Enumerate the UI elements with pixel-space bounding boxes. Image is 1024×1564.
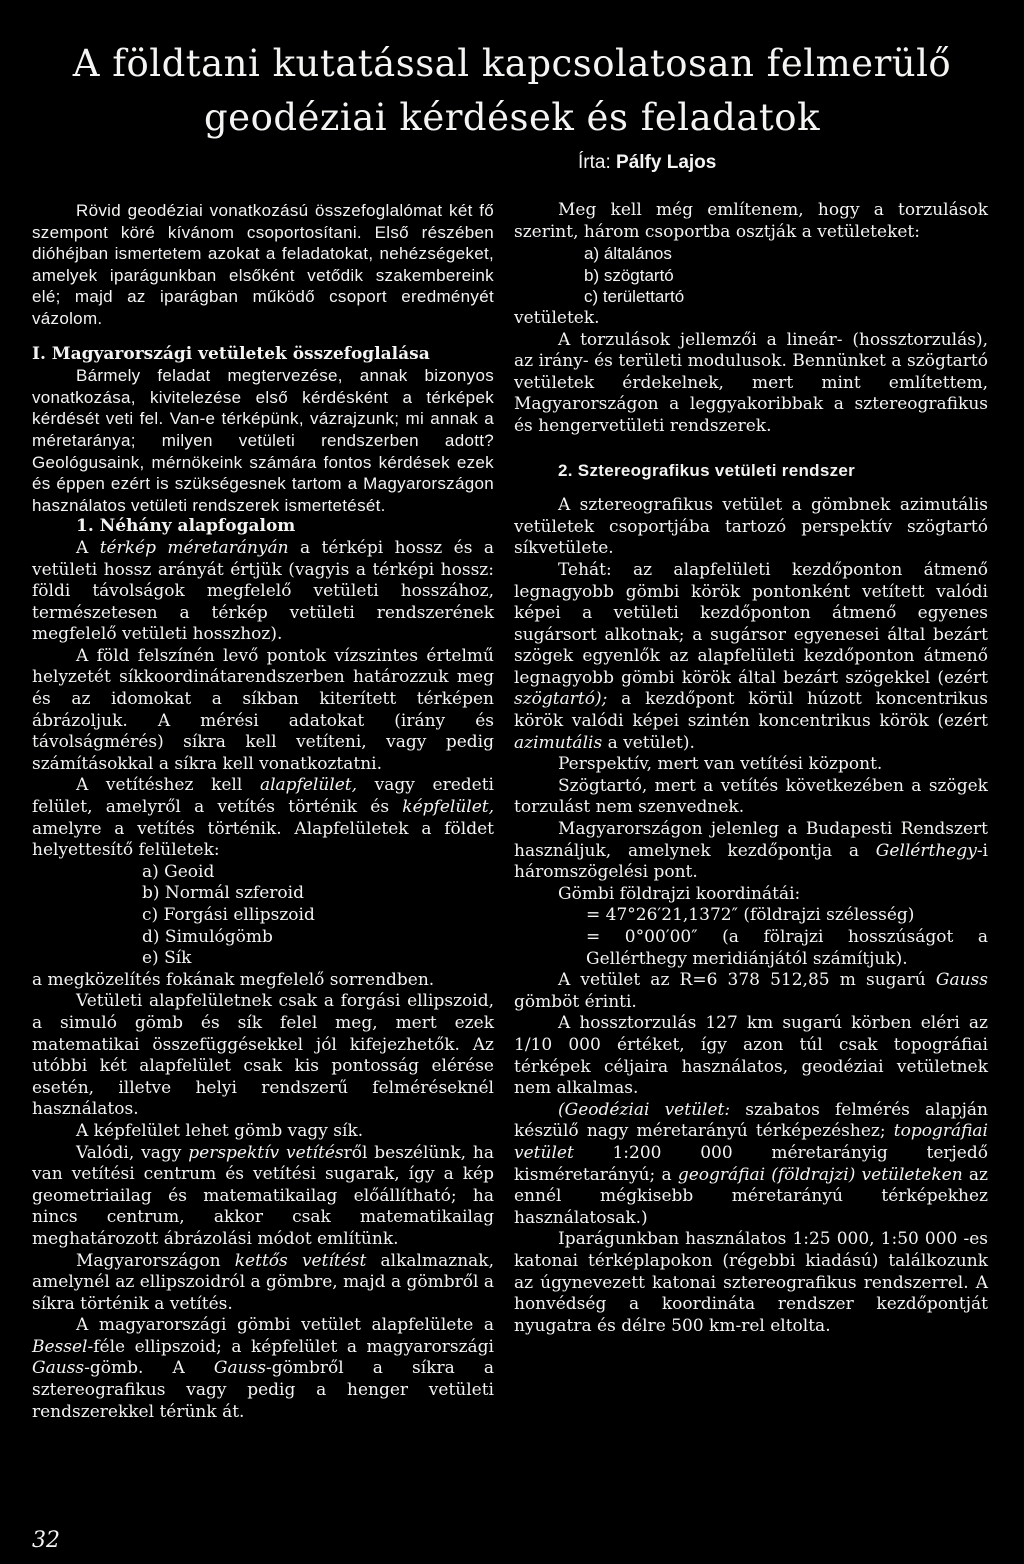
list-item: a) Geoid bbox=[142, 861, 215, 882]
subsection-1-heading: 1. Néhány alapfogalom bbox=[76, 516, 296, 537]
list-item: d) Simulógömb bbox=[142, 926, 273, 947]
right-column bbox=[514, 200, 988, 1337]
paragraph-distortion-groups: Meg kell még említenem, hogy a torzulások szerint, három csoportba osztják a vetületeket: bbox=[514, 200, 988, 242]
author-prefix: Írta: bbox=[578, 152, 617, 173]
paragraph-gauss-sphere: A magyarországi gömbi vetület alapfelülete a Bessel-féle ellipszoid; a képfelület a magyarországi Gauss-gömb. A Gauss-gömbről a síkra a sztereografikus vagy pedig a henger vetületi rendszerekkel térünk át. bbox=[32, 1315, 494, 1422]
paragraph-image-surface: A képfelület lehet gömb vagy sík. bbox=[76, 1120, 364, 1141]
list-item: c) Forgási ellipszoid bbox=[142, 905, 315, 925]
list-item: b) Normál szferoid bbox=[142, 883, 304, 904]
author-name: Pálfy Lajos bbox=[616, 152, 717, 173]
paragraph-distortion-features: A torzulások jellemzői a lineár- (hossztorzulás), az irány- és területi modulusok. Bennünket a szögtartó vetületek érdekelnek, mert mint említettem, Magyarországon a leggyakoribbak a sztereografikus és hengervetületi rendszerek. bbox=[514, 329, 988, 436]
intro-paragraph: Rövid geodéziai vonatkozású összefoglalómat két fő szempont köré kívánom csoportosítani. Első részében dióhéjban ismertetem azokat a feladatokat, nehézségeket, amelyek iparágunkban elsőként vetődik szakembereink elé; majd az iparágban működő csoport eredményét vázolom. bbox=[32, 201, 494, 328]
paragraph-perspective-reason: Perspektív, mert van vetítési központ. bbox=[558, 754, 883, 775]
paragraph-coordinates-label: Gömbi földrajzi koordinátái: bbox=[558, 883, 801, 904]
paragraph-conformal-reason: Szögtartó, mert a vetítés következében a szögek torzulást nem szenvednek. bbox=[514, 775, 988, 818]
paragraph-coordinates: A föld felszínén levő pontok vízszintes értelmű helyzetét síkkoordinátarendszerben határozzuk meg és az idomokat a síkban kiterített térképen ábrázoljuk. A mérési adatokat (irány és távolságmérés) síkra kell vetíteni, vagy pedig számításokkal a síkra kell vonatkoztatni. bbox=[32, 645, 494, 774]
paragraph-surfaces: A vetítéshez kell alapfelület, vagy eredeti felület, amelyről a vetítés történik és képfelület, amelyre a vetítés történik. Alapfelületek a földet helyettesítő felületek: bbox=[32, 775, 494, 861]
paragraph-projections-word: vetületek. bbox=[514, 307, 600, 328]
list-item: e) Sík bbox=[142, 948, 192, 969]
section-1-paragraph: Bármely feladat megtervezése, annak bizonyos vonatkozása, kivitelezése első kérdésként a térképek kérdését veti fel. Van-e térképünk, vázrajzunk; mi annak a méretaránya; milyen vetületi rendszerben adott? Geológusaink, mérnökeink számára fontos kérdések ezek és éppen ezért is szükségesnek tartom a Magyarországon használatos vetületi rendszerek ismertetését. bbox=[32, 366, 494, 515]
section-1-heading: I. Magyarországi vetületek összefoglalása bbox=[32, 343, 430, 364]
list-item: b) szögtartó bbox=[584, 265, 674, 285]
subsection-2-heading: 2. Sztereografikus vetületi rendszer bbox=[558, 460, 856, 480]
paragraph-budapest-system: Magyarországon jelenleg a Budapesti Rendszert használjuk, amelynek kezdőpontja a Gellérthegy-i háromszögelési pont. bbox=[514, 819, 988, 883]
list-item: a) általános bbox=[584, 244, 672, 264]
paragraph-length-distortion: A hossztorzulás 127 km sugarú körben eléri az 1/10 000 értéket, így azon túl csak topográfiai térképek céljaira használatos, geodéziai vetületnek nem alkalmas. bbox=[514, 1013, 988, 1099]
paragraph-base-surface: Vetületi alapfelületnek csak a forgási ellipszoid, a simuló gömb és sík felel meg, mert ezek matematikai összefüggésekkel jól kifejezhetők. Az utóbbi két alapfelület csak kis pontosság elérése esetén, illetve helyi rendszerű felméréseknél használatos. bbox=[32, 991, 494, 1120]
page-number: 32 bbox=[32, 1528, 60, 1553]
author-line bbox=[578, 152, 716, 174]
paragraph-scale: A térkép méretarányán a térképi hossz és a vetületi hossz arányát értjük (vagyis a térképi hossz: földi távolságok megfelelő vetületi hosszához, természetesen a térkép vetületi rendszerének megfelelő vetületi hosszhoz). bbox=[32, 537, 494, 645]
list-item: c) területtartó bbox=[584, 287, 685, 307]
paragraph-therefore: Tehát: az alapfelületi kezdőponton átmenő legnagyobb gömbi körök pontonként vetített valódi képei a vetületi kezdőponton átmenő egyenes sugársort alkotnak; a sugársor egyenesei által bezárt szögek egyenlők az alapfelületi kezdőponton átmenő legnagyobb gömbi körök által bezárt szögekkel (ezért szögtartó); a kezdőpont körül húzott koncentrikus körök valódi képei szintén koncentrikus körök (ezért azimutális a vetület). bbox=[514, 559, 988, 753]
paragraph-order: a megközelítés fokának megfelelő sorrendben. bbox=[32, 969, 435, 990]
latitude-equation: = 47°26′21,1372″ (földrajzi szélesség) bbox=[586, 905, 915, 926]
paragraph-military-maps: Iparágunkban használatos 1:25 000, 1:50 000 -es katonai térképlapokon (régebbi kiadású) találkozunk az úgynevezett katonai sztereografikus rendszerrel. A honvédség a koordináta rendszer kezdőpontját nyugatra és délre 500 km-rel eltolta. bbox=[514, 1229, 988, 1336]
title-line-2: geodéziai kérdések és feladatok bbox=[203, 96, 820, 139]
paragraph-projection-types: (Geodéziai vetület: szabatos felmérés alapján készülő nagy méretarányú térképezéshez; topográfiai vetület 1:200 000 méretarányig terjedő kisméretarányú; a geográfiai (földrajzi) vetületeken az ennél mégkisebb méretarányú térképekhez használatosak.) bbox=[514, 1099, 988, 1228]
left-column bbox=[32, 200, 494, 1423]
paragraph-perspective: Valódi, vagy perspektív vetítésről beszélünk, ha van vetítési centrum és vetítési sugarak, így a kép geometriailag és matematikailag előállítható; ha nincs centrum, akkor csak matematikailag meghatározott ábrázolási módot említünk. bbox=[32, 1142, 494, 1249]
longitude-equation: = 0°00′00″ (a fölrajzi hosszúságot a Gellérthegy meridiánjától számítjuk). bbox=[586, 927, 988, 969]
paragraph-sphere-radius: A vetület az R=6 378 512,85 m sugarú Gauss gömböt érinti. bbox=[514, 970, 988, 1012]
paragraph-stereographic: A sztereografikus vetület a gömbnek azimutális vetületek csoportjába tartozó perspektív szögtartó síkvetülete. bbox=[514, 495, 988, 559]
title-line-1: A földtani kutatással kapcsolatosan felmerülő bbox=[72, 42, 952, 85]
paragraph-double-projection: Magyarországon kettős vetítést alkalmaznak, amelynél az ellipszoidról a gömbre, majd a gömbről a síkra történik a vetítés. bbox=[32, 1250, 494, 1314]
